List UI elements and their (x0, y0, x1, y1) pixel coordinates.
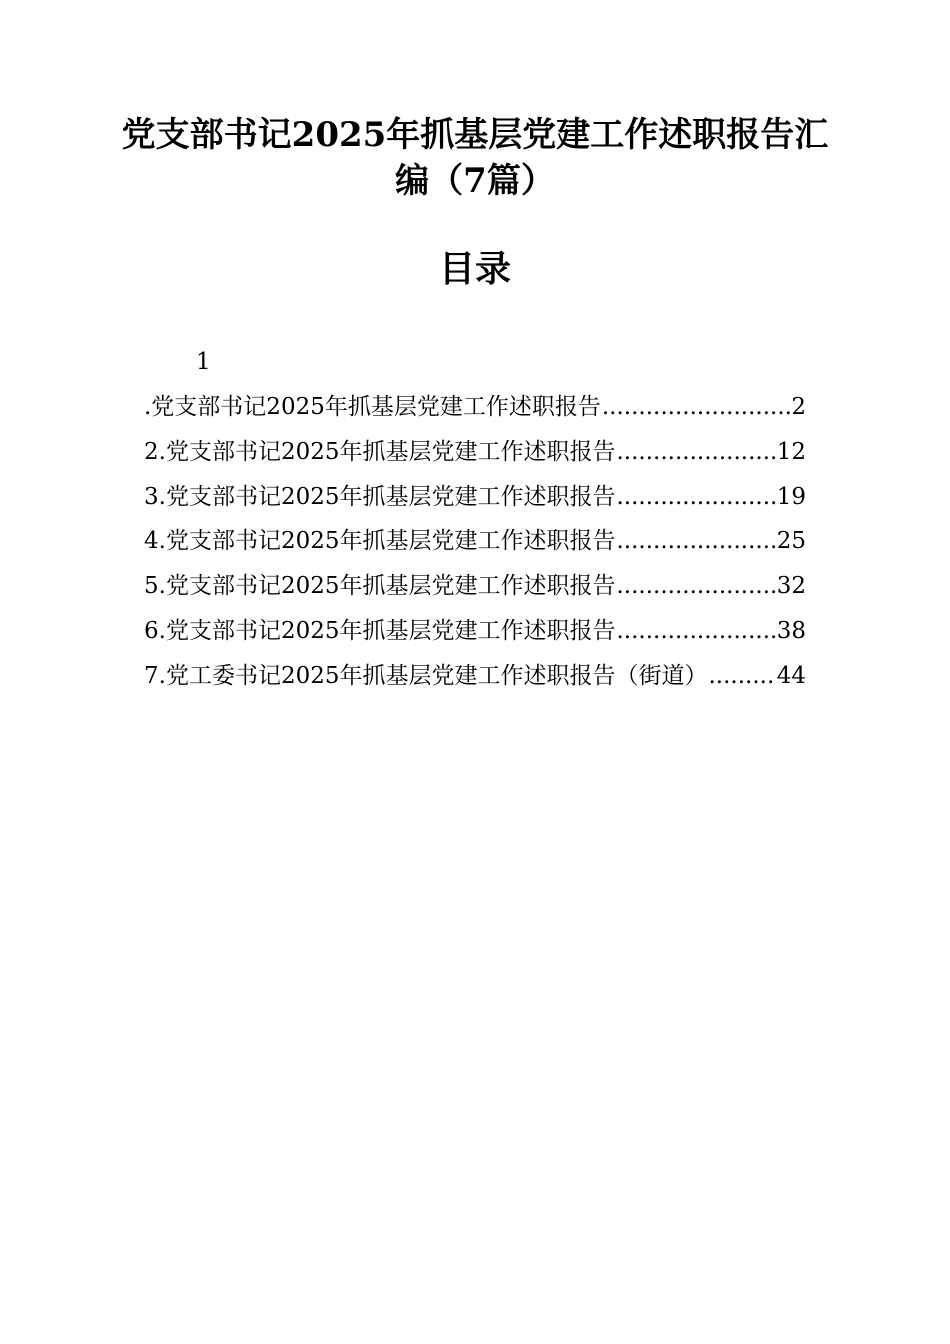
toc-dot-leader (708, 658, 775, 694)
toc-entry-title: 6.党支部书记2025年抓基层党建工作述职报告 (144, 617, 616, 644)
toc-entry-page: 44 (776, 662, 806, 689)
toc-entry[interactable] (144, 523, 806, 568)
toc-dot-leader (616, 613, 775, 649)
toc-heading: 目录 (438, 248, 511, 290)
toc-dot-leader (616, 568, 775, 604)
toc-entry-page: 25 (776, 528, 806, 555)
toc-entry-page: 19 (776, 483, 806, 510)
toc-entry-page: 2 (791, 394, 806, 420)
toc-entry[interactable] (144, 658, 806, 703)
toc-dot-leader (602, 389, 791, 425)
document-title: 党支部书记2025年抓基层党建工作述职报告汇编（7篇） (121, 115, 829, 201)
toc-dot-leader (616, 523, 775, 559)
toc-entry[interactable] (144, 568, 806, 613)
toc-dot-leader (616, 434, 775, 470)
toc-entry-title: 7.党工委书记2025年抓基层党建工作述职报告（街道） (144, 662, 708, 689)
toc-entry-page: 12 (776, 438, 806, 465)
toc-entry-title: 5.党支部书记2025年抓基层党建工作述职报告 (144, 573, 616, 600)
toc-entry-title: .党支部书记2025年抓基层党建工作述职报告 (144, 394, 601, 420)
toc-entry-title: 2.党支部书记2025年抓基层党建工作述职报告 (144, 438, 616, 465)
toc-entry[interactable] (144, 434, 806, 479)
toc-entry-title: 3.党支部书记2025年抓基层党建工作述职报告 (144, 483, 616, 510)
table-of-contents (144, 389, 806, 703)
toc-dot-leader (616, 479, 775, 515)
toc-entry[interactable] (144, 389, 806, 434)
toc-entry-page: 38 (776, 617, 806, 644)
toc-entry[interactable] (144, 479, 806, 524)
toc-entry[interactable] (144, 613, 806, 658)
toc-entry-title: 4.党支部书记2025年抓基层党建工作述职报告 (144, 528, 616, 555)
toc-stray-number: 1 (196, 349, 211, 375)
toc-entry-page: 32 (776, 573, 806, 600)
